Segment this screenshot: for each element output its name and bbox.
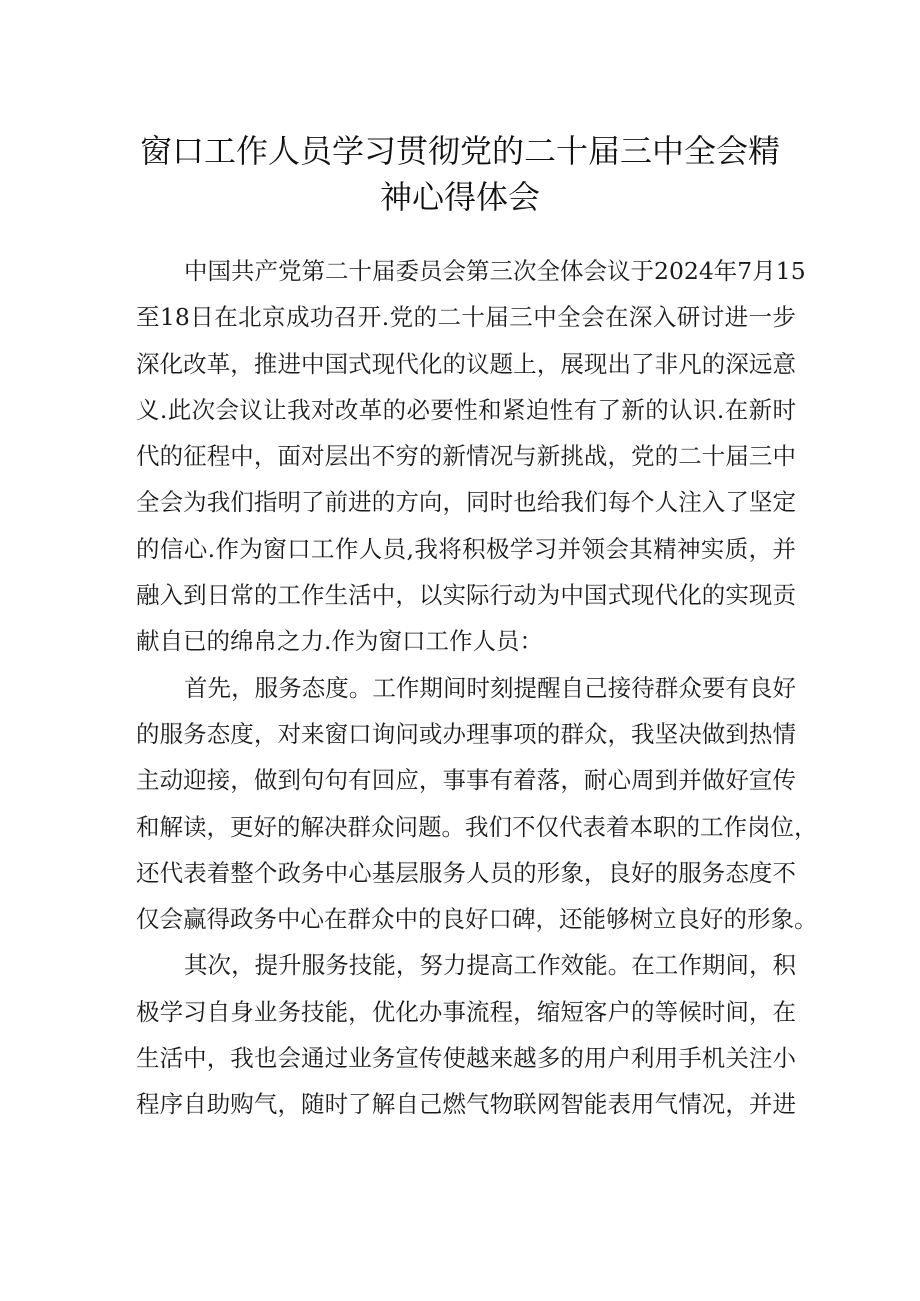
paragraph-line: 还代表着整个政务中心基层服务人员的形象，良好的服务态度不 [136,858,796,887]
title-line-1: 窗口工作人员学习贯彻党的二十届三中全会精 [139,132,780,170]
paragraph-line: 献自已的绵帛之力.作为窗口工作人员： [136,627,543,656]
document-body [136,248,818,1128]
paragraph-line: 至18日在北京成功召开.党的二十届三中全会在深入研讨进一步 [136,303,796,332]
paragraph-line: 主动迎接，做到句句有回应，事事有着落，耐心周到并做好宣传 [136,766,796,795]
paragraph-line: 其次，提升服务技能，努力提高工作效能。在工作期间，积 [184,951,796,980]
paragraph-line: 程序自助购气，随时了解自己燃气物联网智能表用气情况，并进 [136,1090,796,1119]
paragraph-line: 生活中，我也会通过业务宣传使越来越多的用户利用手机关注小 [136,1044,796,1073]
paragraph-line: 全会为我们指明了前进的方向，同时也给我们每个人注入了坚定 [136,488,796,517]
paragraph-line: 极学习自身业务技能，优化办事流程，缩短客户的等候时间，在 [136,997,796,1026]
paragraph-line: 的信心.作为窗口工作人员,我将积极学习并领会其精神实质，并 [136,534,796,563]
document-title [120,128,800,220]
title-line-2: 神心得体会 [379,178,540,216]
paragraph-line: 深化改革，推进中国式现代化的议题上，展现出了非凡的深远意 [136,349,796,378]
paragraph-line: 义.此次会议让我对改革的必要性和紧迫性有了新的认识.在新时 [136,395,796,424]
paragraph-line: 中国共产党第二十届委员会第三次全体会议于2024年7月15 [184,257,806,285]
paragraph-line: 代的征程中，面对层出不穷的新情况与新挑战，党的二十届三中 [136,442,796,471]
paragraph-line: 和解读，更好的解决群众问题。我们不仅代表着本职的工作岗位， [136,812,818,841]
paragraph-line: 融入到日常的工作生活中，以实际行动为中国式现代化的实现贡 [136,581,796,610]
paragraph-line: 的服务态度，对来窗口询问或办理事项的群众，我坚决做到热情 [136,719,796,748]
paragraph-line: 仅会赢得政务中心在群众中的良好口碑，还能够树立良好的形象。 [136,905,818,934]
paragraph-line: 首先，服务态度。工作期间时刻提醒自己接待群众要有良好 [184,673,796,702]
